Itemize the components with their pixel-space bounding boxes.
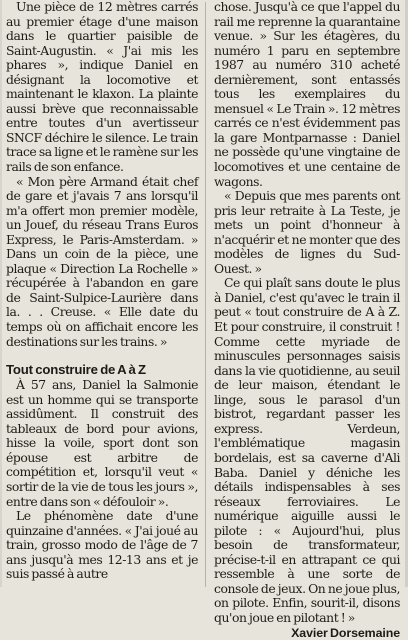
paragraph-parents-quote: « Depuis que mes parents ont pris leur retraite à La Teste, je mets un point d'honneur à n'acquérir et ne monter que des modèles de lignes du Sud-Ouest. » [214, 188, 400, 276]
section-subheading: Tout construire de A à Z [6, 362, 146, 378]
column-divider [205, 2, 206, 587]
paragraph-phenomenon: Le phénomène date d'une quinzaine d'années. « J'ai joué au train, grosso modo de l'âge de 7 ans jusqu'à mes 12-13 ans et je suis passé à autre [6, 508, 198, 582]
paragraph-father-quote: « Mon père Armand était chef de gare et j'avais 7 ans lorsqu'il m'a offert mon premier modèle, un Jouef, du réseau Trans Euros Express, le Paris-Amsterdam. » Dans un coin de la pièce, une plaque « Direction La Rochelle » récupérée à l'abandon en gare de Saint-Sulpice-Laurière dans la. . . Creuse. « Elle date du temps où on affichait encore les destinations sur les trains. » [6, 173, 198, 349]
article-column-right [214, 0, 400, 640]
paragraph-profile: À 57 ans, Daniel la Salmonie est un homme qui se transporte assidûment. Il construit des tableaux de bord pour avions, hisse la voile, sport dont son épouse est arbitre de compétition et, lorsqu'il veut « sortir de la vie de tous les jours », entre dans son « défouloir ». [6, 377, 198, 509]
page-edge-left [0, 0, 2, 587]
paragraph-opening: Une pièce de 12 mètres carrés au premier étage d'une maison dans le quartier paisible de Saint-Augustin. « J'ai mis les phares », indique Daniel en désignant la locomotive et maintenant le klaxon. La plainte aussi brève que reconnaissable entre toutes d'un avertisseur SNCF déchire le silence. Le train trace sa ligne et le ramène sur les rails de son enfance. [6, 0, 198, 175]
author-byline: Xavier Dorsemaine [291, 625, 400, 640]
paragraph-construction: Ce qui plaît sans doute le plus à Daniel, c'est qu'avec le train il peut « tout construire de A à Z. Et pour construire, il construit ! Comme cette myriade de minuscules personnages saisis dans la vie quotidienne, au seuil de leur maison, étendant le linge, sous le parasol d'un bistrot, regardant passer les express. Verdeun, l'emblématique magasin bordelais, est sa caverne d'Ali Baba. Daniel y déniche les détails indispensables à ses réseaux ferroviaires. Le numérique aiguille aussi le pilote : « Aujourd'hui, plus besoin de transformateur, précise-t-il en attrapant ce qui ressemble à une sorte de console de jeux. On ne joue plus, on pilote. Enfin, sourit-il, disons qu'on joue en pilotant ! » [214, 275, 400, 625]
paragraph-continuation: chose. Jusqu'à ce que l'appel du rail me reprenne la quarantaine venue. » Sur les étagères, du numéro 1 paru en septembre 1987 au numéro 310 acheté dernièrement, sont entassés tous les exemplaires du mensuel « Le Train ». 12 mètres carrés ce n'est évidemment pas la gare Montparnasse : Daniel ne possède qu'une vingtaine de locomotives et une centaine de wagons. [214, 0, 400, 189]
article-column-left [6, 0, 198, 587]
paragraph-gap [6, 349, 198, 362]
